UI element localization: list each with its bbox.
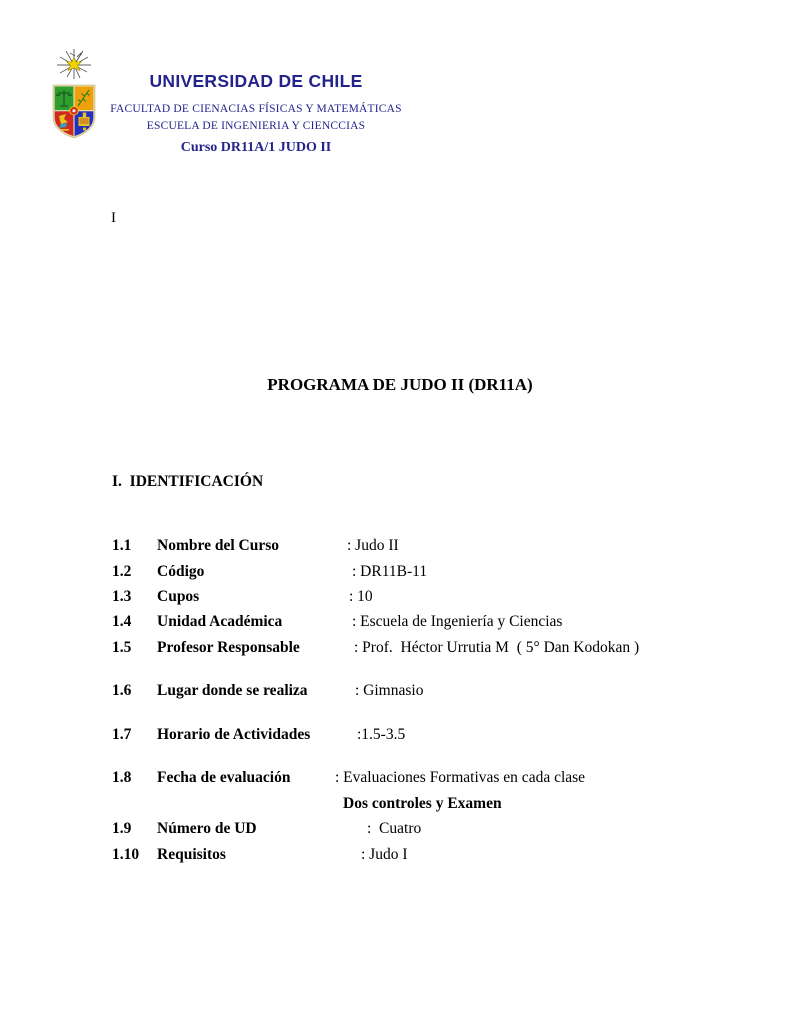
row-value: : Cuatro [367, 820, 422, 837]
row-label: Código [157, 563, 205, 580]
row-number: 1.9 [112, 820, 132, 837]
row-label: Requisitos [157, 846, 226, 863]
row-label: Profesor Responsable [157, 639, 300, 656]
id-row-1-5 [0, 639, 800, 661]
id-row-1-3 [0, 588, 800, 610]
id-row-1-6 [0, 682, 800, 704]
row-value: : Judo I [361, 846, 408, 863]
row-label: Número de UD [157, 820, 257, 837]
row-value: :1.5-3.5 [357, 726, 406, 743]
row-number: 1.1 [112, 537, 132, 554]
row-number: 1.6 [112, 682, 132, 699]
id-row-1-9 [0, 820, 800, 842]
stray-numeral: I [111, 210, 116, 226]
row-number: 1.5 [112, 639, 132, 656]
id-row-1-8 [0, 769, 800, 791]
row-number: 1.3 [112, 588, 132, 605]
row-value-continuation: Dos controles y Examen [343, 795, 502, 812]
id-row-1-8-continuation [0, 795, 800, 817]
course-line: Curso DR11A/1 JUDO II [180, 140, 332, 155]
row-number: 1.4 [112, 613, 132, 630]
id-row-1-7 [0, 726, 800, 748]
row-value: : Escuela de Ingeniería y Ciencias [352, 613, 563, 630]
row-value: : 10 [349, 588, 373, 605]
page-title: PROGRAMA DE JUDO II (DR11A) [267, 375, 533, 394]
row-number: 1.7 [112, 726, 132, 743]
row-label: Lugar donde se realiza [157, 682, 308, 699]
id-row-1-2 [0, 563, 800, 585]
row-label: Unidad Académica [157, 613, 283, 630]
university-name: UNIVERSIDAD DE CHILE [149, 71, 363, 91]
row-value: : Judo II [347, 537, 399, 554]
row-number: 1.8 [112, 769, 132, 786]
row-value: : DR11B-11 [352, 563, 428, 580]
row-label: Cupos [157, 588, 200, 605]
row-value: : Gimnasio [355, 682, 424, 699]
id-row-1-10 [0, 846, 800, 868]
row-value: : Prof. Héctor Urrutia M ( 5° Dan Kodokan ) [354, 639, 640, 656]
row-label: Fecha de evaluación [157, 769, 291, 786]
faculty-line: FACULTAD DE CIENACIAS FÍSICAS Y MATEMÁTICAS [110, 103, 402, 115]
section-heading-identificacion: I. IDENTIFICACIÓN [112, 473, 264, 490]
school-line: ESCUELA DE INGENIERIA Y CIENCCIAS [146, 120, 366, 132]
row-value: : Evaluaciones Formativas en cada clase [335, 769, 586, 786]
row-label: Nombre del Curso [157, 537, 279, 554]
row-number: 1.2 [112, 563, 132, 580]
id-row-1-4 [0, 613, 800, 635]
row-label: Horario de Actividades [157, 726, 311, 743]
id-row-1-1 [0, 537, 800, 559]
row-number: 1.10 [112, 846, 140, 863]
